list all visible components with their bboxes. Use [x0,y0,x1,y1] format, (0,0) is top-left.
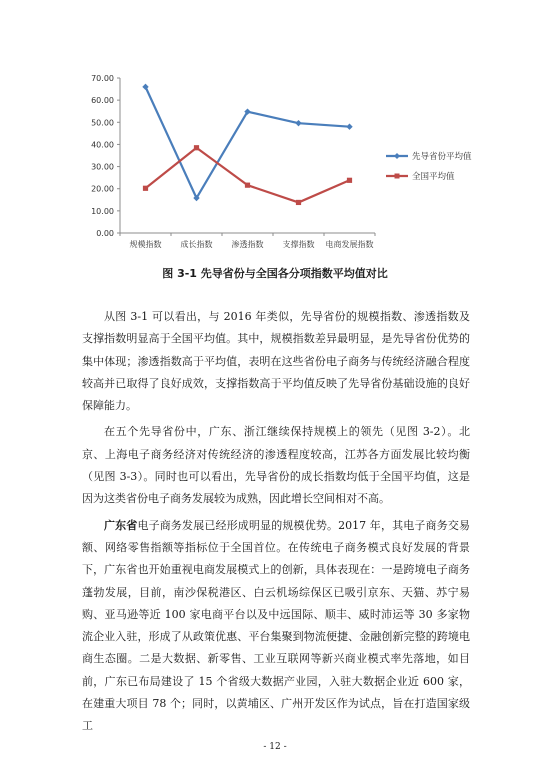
series-2-point [296,200,301,205]
series-2-point [347,178,352,183]
legend-label-2: 全国平均值 [412,172,455,182]
legend-marker-2 [395,174,400,179]
series-2-point [194,145,199,150]
y-tick-label: 50.00 [91,118,114,128]
y-tick-label: 20.00 [91,184,114,194]
y-tick-label: 40.00 [91,140,114,150]
x-tick-label: 电商发展指数 [325,240,374,249]
x-tick-label: 渗透指数 [231,240,264,249]
series-1-point [346,124,352,130]
x-axis [120,233,375,249]
paragraph-3-text: 电子商务发展已经形成明显的规模优势。2017 年，其电子商务交易额、网络零售指额等指标位于全国首位。在传统电子商务模式良好发展的背景下，广东省也开始重视电商发展模式上的创新，具体表现在：一是跨境电子商务蓬勃发展，目前，南沙保税港区、白云机场综保区已吸引京东、天猫、苏宁易购、亚马逊等近 100 家电商平台以及中远国际、顺丰、威时沛运等 30 多家物流企业入驻，形成了从政策优惠、平台集聚到物流便捷、金融创新完整的跨境电商生态圈。二是大数据、新零售、工业互联网等新兴商业模式率先落地，如目前，广东已布局建设了 15 个省级大数据产业园，入驻大数据企业近 600 家，在建重大项目 78 个；同时，以黄埔区、广州开发区作为试点，旨在打造国家级工 [82,518,470,733]
y-tick-label: 60.00 [91,96,114,106]
y-tick-label: 10.00 [91,206,114,216]
paragraph-3-lead: 广东省 [104,518,138,532]
legend-marker-1 [394,153,400,159]
y-tick-label: 30.00 [91,162,114,172]
paragraph-3 [82,515,470,738]
line-chart [80,62,500,262]
chart-legend [386,151,472,182]
x-tick-label: 成长指数 [180,240,213,249]
figure-caption: 图 3-1 先导省份与全国各分项指数平均值对比 [162,267,388,280]
series-2-point [143,186,148,191]
page-number: - 12 - [263,742,287,752]
series-1-point [142,84,148,90]
body-text [82,306,470,742]
y-tick-label: 70.00 [91,74,114,83]
paragraph-2: 在五个先导省份中，广东、浙江继续保持规模上的领先（见图 3-2）。北京、上海电子商务经济对传统经济的渗透程度较高，江苏各方面发展比较均衡（见图 3-3）。同时也可以看出，先导省份的成长指数均低于全国平均值，这是因为这类省份电子商务发展较为成熟，因此增长空间相对不高。 [82,425,470,506]
x-tick-label: 支撑指数 [282,240,315,249]
x-tick-label: 规模指数 [129,240,162,249]
y-tick-label: 0.00 [96,229,114,238]
y-axis [91,74,120,238]
legend-label-1: 先导省份平均值 [412,152,472,162]
series-1-point [295,120,301,126]
chart-series [142,84,352,205]
series-2-point [245,183,250,188]
paragraph-1: 从图 3-1 可以看出，与 2016 年类似，先导省份的规模指数、渗透指数及支撑指数明显高于全国平均值。其中，规模指数差异最明显，是先导省份优势的集中体现；渗透指数高于平均值，表明在这些省份电子商务与传统经济融合程度较高并已取得了良好成效，支撑指数高于平均值反映了先导省份基础设施的良好保障能力。 [82,310,470,413]
series-line-1 [146,87,350,198]
